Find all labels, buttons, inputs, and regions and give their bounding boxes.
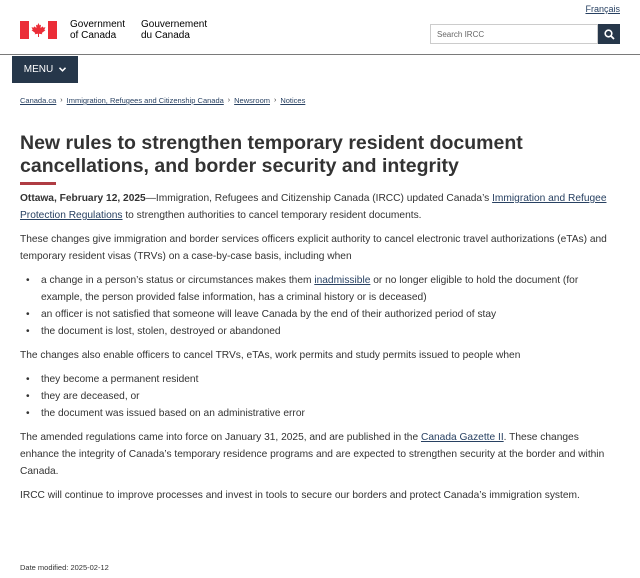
- chevron-down-icon: [59, 67, 66, 72]
- list-item: • the document was issued based on an administrative error: [20, 405, 620, 422]
- force-paragraph: The amended regulations came into force on January 31, 2025, and are published in the Canada Gazette II. These changes enhance the integrity of Canada’s temporary residence programs and are expected to strengthen security at the border and within Canada.: [20, 432, 605, 477]
- search-input[interactable]: [430, 24, 598, 44]
- breadcrumb-ircc[interactable]: Immigration, Refugees and Citizenship Canada: [66, 96, 224, 105]
- list-item: • they become a permanent resident: [20, 371, 620, 388]
- irpr-link[interactable]: Immigration and Refugee Protection Regulations: [20, 193, 607, 221]
- menu-button[interactable]: [12, 56, 78, 83]
- menu-label: MENU: [23, 64, 54, 75]
- changes-paragraph: These changes give immigration and border services officers explicit authority to cancel electronic travel authorizations (eTAs) and temporary resident visas (TRVs) on a case-by-case basis, including when: [20, 234, 607, 262]
- breadcrumb-canada[interactable]: Canada.ca: [20, 96, 57, 105]
- date-modified: Date modified: 2025-02-12: [20, 563, 109, 572]
- site-header: [20, 18, 620, 50]
- search-button[interactable]: [598, 24, 620, 44]
- article-body: [20, 190, 620, 511]
- breadcrumb-notices[interactable]: Notices: [280, 96, 306, 105]
- header-divider: [0, 54, 640, 55]
- canada-flag-icon[interactable]: [20, 21, 57, 39]
- list-item: • they are deceased, or: [20, 388, 620, 405]
- list-item: • an officer is not satisfied that someone will leave Canada by the end of their authorized period of stay: [20, 306, 620, 323]
- list-item: • a change in a person’s status or circumstances makes them inadmissible or no longer eligible to hold the document (for example, the person provided false information, has a criminal history or is deceased): [20, 272, 620, 306]
- also-enable-paragraph: The changes also enable officers to cancel TRVs, eTAs, work permits and study permits issued to people when: [20, 350, 521, 361]
- chevron-right-icon: ›: [60, 97, 63, 104]
- intro-paragraph: Ottawa, February 12, 2025—Immigration, Refugees and Citizenship Canada (IRCC) updated Canada’s Immigration and Refugee Protection Regulations to strengthen authorities to cancel temporary resident documents.: [20, 193, 607, 221]
- breadcrumb: [20, 96, 305, 105]
- chevron-right-icon: ›: [273, 97, 277, 104]
- inadmissible-link[interactable]: inadmissible: [314, 275, 371, 286]
- signature-english: Government of Canada: [70, 19, 126, 41]
- list-item: • the document is lost, stolen, destroyed or abandoned: [20, 323, 620, 340]
- dateline: Ottawa, February 12, 2025: [20, 193, 146, 204]
- closing-paragraph: IRCC will continue to improve processes and invest in tools to secure our borders and protect Canada’s immigration system.: [20, 490, 580, 501]
- page-title: New rules to strengthen temporary resident document cancellations, and border security and integrity: [20, 132, 523, 177]
- language-toggle-link[interactable]: Français: [585, 4, 620, 14]
- chevron-right-icon: ›: [227, 97, 231, 104]
- permit-conditions-list: [20, 371, 620, 422]
- title-underline: [20, 182, 56, 185]
- search-icon: [604, 29, 615, 40]
- eta-trv-conditions-list: [20, 272, 620, 340]
- signature-french: Gouvernement du Canada: [141, 19, 208, 41]
- canada-gazette-link[interactable]: Canada Gazette II: [420, 432, 504, 443]
- search-form: [430, 24, 620, 44]
- breadcrumb-newsroom[interactable]: Newsroom: [234, 96, 270, 105]
